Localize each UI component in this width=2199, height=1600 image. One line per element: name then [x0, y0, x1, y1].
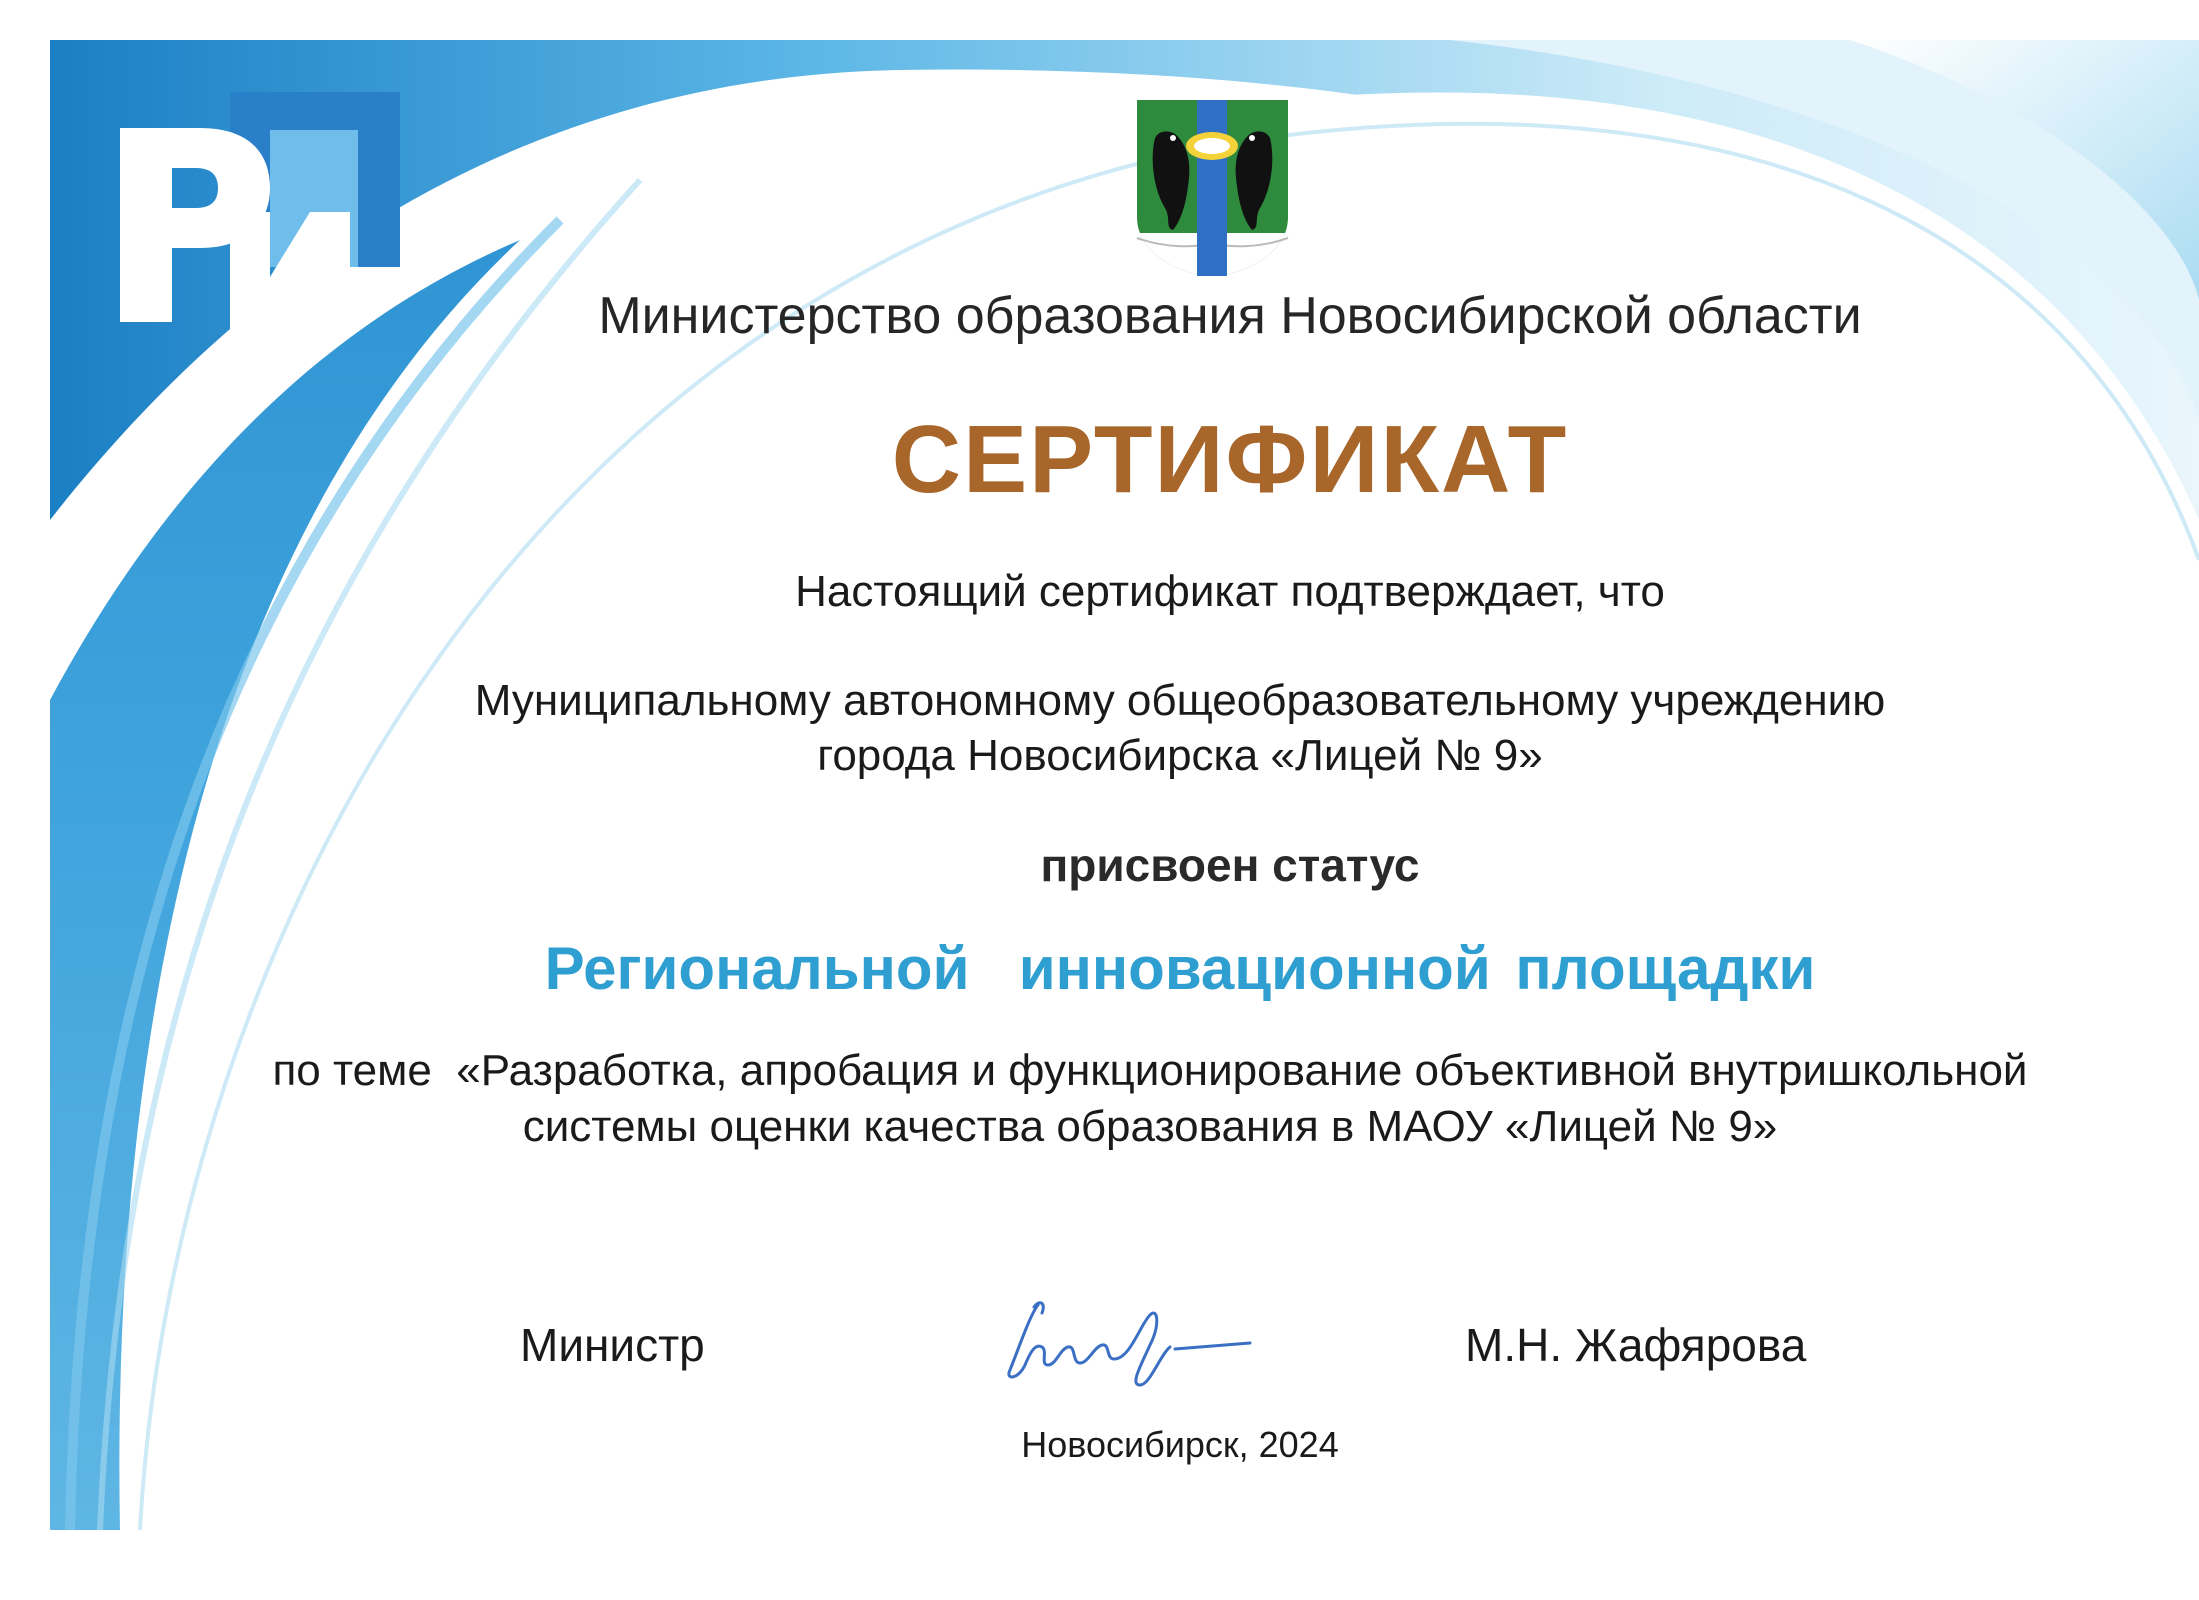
topic-line-1: по теме «Разработка, апробация и функционирование объективной внутришкольной [272, 1046, 2028, 1095]
organization-line-1: Муниципальному автономному общеобразовательному учреждению [474, 676, 1886, 725]
novosibirsk-oblast-coat-of-arms-icon [1135, 98, 1290, 278]
signer-name: М.Н. Жафярова [1465, 1319, 1807, 1371]
handwritten-signature [990, 1285, 1260, 1395]
place-and-date: Новосибирск, 2024 [1021, 1424, 1339, 1465]
certificate-title: СЕРТИФИКАТ [891, 406, 1569, 513]
status-value: Региональной инновационной площадки [544, 935, 1816, 1002]
ministry-name: Министерство образования Новосибирской области [598, 287, 1862, 345]
organization-line-2: города Новосибирска «Лицей № 9» [817, 731, 1543, 780]
signer-position: Министр [520, 1319, 705, 1371]
ri-logo-icon [120, 92, 400, 342]
topic-line-2: системы оценки качества образования в МАОУ «Лицей № 9» [522, 1102, 1778, 1151]
confirms-text: Настоящий сертификат подтверждает, что [795, 567, 1665, 616]
status-label: присвоен статус [1040, 839, 1420, 891]
